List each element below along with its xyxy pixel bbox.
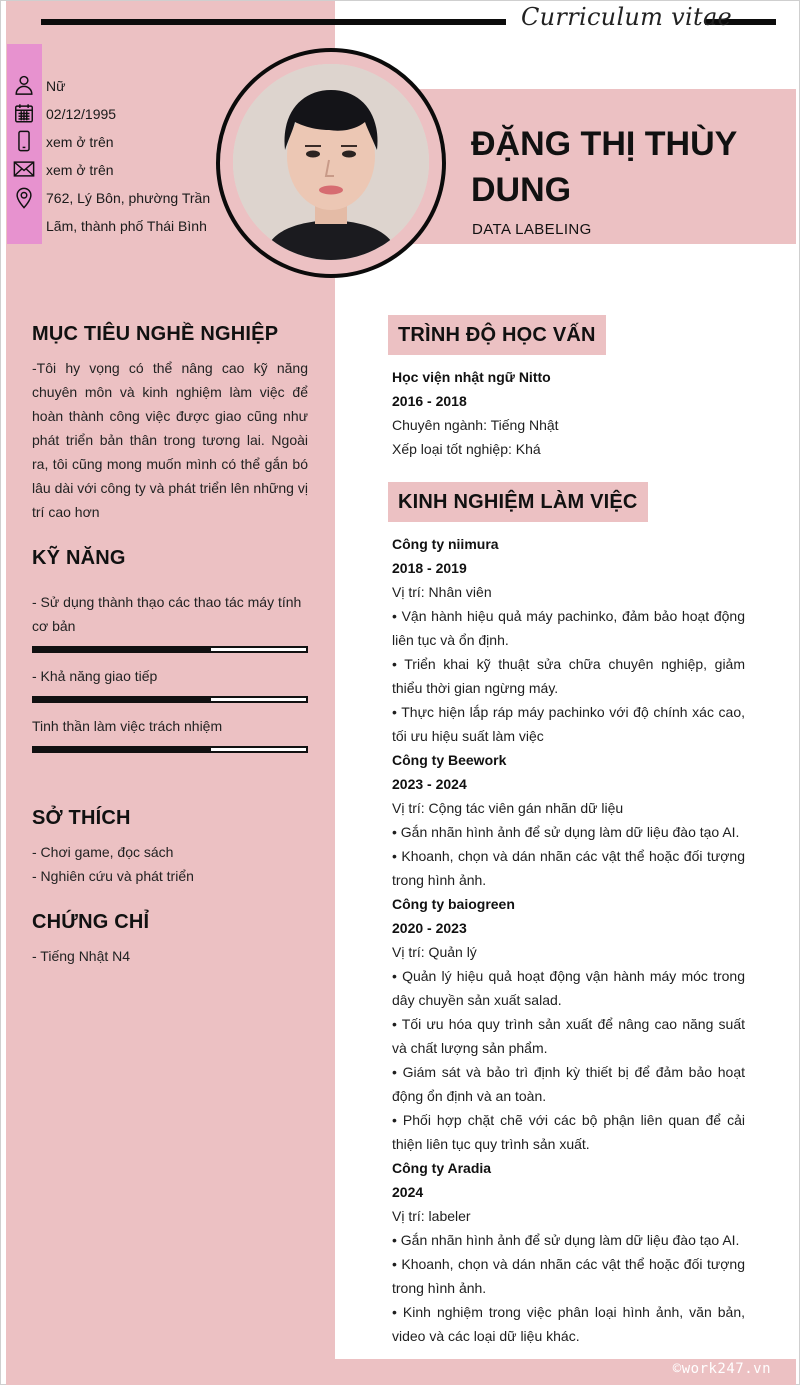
skill-bar-2: [32, 696, 308, 703]
skill-bar-3: [32, 746, 308, 753]
job-bullet: • Kinh nghiệm trong việc phân loại hình ảnh, văn bản, video và các loại dữ liệu khác.: [392, 1304, 745, 1344]
job-bullet: • Thực hiện lắp ráp máy pachinko với độ chính xác cao, tối ưu hiệu suất làm việc: [392, 704, 745, 744]
job-bullet: • Quản lý hiệu quả hoạt động vận hành máy móc trong dây chuyền sản xuất salad.: [392, 968, 745, 1008]
skill-item-3: Tinh thần làm việc trách nhiệm: [32, 718, 223, 734]
skill-bar-1: [32, 646, 308, 653]
job-role: Vị trí: Quản lý: [392, 944, 477, 960]
job-years: 2018 - 2019: [392, 560, 467, 576]
experience-title: KINH NGHIỆM LÀM VIỆC: [388, 482, 648, 522]
job-bullet: • Triển khai kỹ thuật sửa chữa chuyên nghiệp, giảm thiểu thời gian ngừng máy.: [392, 656, 745, 696]
name-line-2: DUNG: [471, 171, 572, 209]
contact-gender: [13, 74, 35, 96]
header-rule-left: [41, 19, 506, 25]
job-bullet: • Khoanh, chọn và dán nhãn các vật thể hoặc đối tượng trong hình ảnh.: [392, 848, 745, 888]
education-school: Học viện nhật ngữ Nitto: [392, 369, 551, 385]
education-block: [392, 365, 745, 461]
education-major: Chuyên ngành: Tiếng Nhật: [392, 417, 559, 433]
job-company: Công ty baiogreen: [392, 896, 515, 912]
job-company: Công ty niimura: [392, 536, 499, 552]
job-company: Công ty Beework: [392, 752, 507, 768]
phone-text: xem ở trên: [46, 134, 114, 150]
hobby-item: - Nghiên cứu và phát triển: [32, 868, 194, 884]
job-bullet: • Vận hành hiệu quả máy pachinko, đảm bảo hoạt động liên tục và ổn định.: [392, 608, 745, 648]
education-years: 2016 - 2018: [392, 393, 467, 409]
job-bullet: • Gắn nhãn hình ảnh để sử dụng làm dữ liệu đào tạo AI.: [392, 824, 740, 840]
gender-text: Nữ: [46, 78, 66, 94]
job-bullet: • Giám sát và bảo trì định kỳ thiết bị để đảm bảo hoạt động ổn định và an toàn.: [392, 1064, 745, 1104]
skills-title: KỸ NĂNG: [32, 547, 126, 569]
location-pin-icon: [13, 187, 35, 209]
contact-birthdate: [13, 102, 35, 124]
education-grade: Xếp loại tốt nghiệp: Khá: [392, 441, 541, 457]
skill-bar-2-fill: [34, 698, 211, 701]
objective-title: MỤC TIÊU NGHỀ NGHIỆP: [32, 323, 279, 345]
contact-phone: [13, 130, 35, 152]
job-title: DATA LABELING: [472, 221, 592, 238]
job-bullet: • Gắn nhãn hình ảnh để sử dụng làm dữ liệu đào tạo AI.: [392, 1232, 740, 1248]
job-role: Vị trí: labeler: [392, 1208, 471, 1224]
job-bullet: • Phối hợp chặt chẽ với các bộ phận liên quan để cải thiện liên tục quy trình sản xuất.: [392, 1112, 745, 1152]
job-role: Vị trí: Cộng tác viên gán nhãn dữ liệu: [392, 800, 624, 816]
job-bullet: • Tối ưu hóa quy trình sản xuất để nâng cao năng suất và chất lượng sản phẩm.: [392, 1016, 745, 1056]
address-line-2: Lãm, thành phố Thái Bình: [46, 218, 207, 234]
hobbies-list: [32, 840, 194, 888]
email-text: xem ở trên: [46, 162, 114, 178]
contact-email: [13, 158, 35, 180]
person-icon: [13, 74, 35, 96]
job-company: Công ty Aradia: [392, 1160, 492, 1176]
job-role: Vị trí: Nhân viên: [392, 584, 492, 600]
contact-address: [13, 187, 35, 209]
hobby-item: - Chơi game, đọc sách: [32, 844, 174, 860]
job-years: 2023 - 2024: [392, 776, 467, 792]
experience-block: [392, 532, 745, 1348]
calendar-icon: [13, 102, 35, 124]
watermark: ©work247.vn: [672, 1361, 771, 1377]
envelope-icon: [13, 158, 35, 180]
certificates-list: [32, 944, 130, 968]
hobbies-title: SỞ THÍCH: [32, 807, 131, 829]
birthdate-text: 02/12/1995: [46, 106, 117, 122]
skill-item-2: - Khả năng giao tiếp: [32, 668, 158, 684]
job-years: 2020 - 2023: [392, 920, 467, 936]
skill-bar-3-fill: [34, 748, 211, 751]
skill-item-1: - Sử dụng thành thạo các thao tác máy tính cơ bản: [32, 594, 302, 634]
certificate-item: - Tiếng Nhật N4: [32, 948, 131, 964]
education-title: TRÌNH ĐỘ HỌC VẤN: [388, 315, 606, 355]
skill-bar-1-fill: [34, 648, 211, 651]
job-years: 2024: [392, 1184, 424, 1200]
objective-text: -Tôi hy vọng có thể nâng cao kỹ năng chuyên môn và kinh nghiệm làm việc để hoàn thành công việc được giao cũng như phát triển bản thân trong tương lai. Ngoài ra, tôi cũng mong muốn mình có thể gắn bó lâu dài với công ty và phát triển lên những vị trí cao hơn: [32, 360, 308, 520]
certificates-title: CHỨNG CHỈ: [32, 911, 150, 933]
address-line-1: 762, Lý Bôn, phường Trần: [46, 190, 211, 206]
name-line-1: ĐẶNG THỊ THÙY: [471, 125, 738, 163]
candidate-name: [471, 121, 791, 213]
cv-title: Curriculum vitae: [521, 3, 733, 31]
job-bullet: • Khoanh, chọn và dán nhãn các vật thể hoặc đối tượng trong hình ảnh.: [392, 1256, 745, 1296]
profile-photo: [233, 64, 429, 260]
phone-icon: [13, 130, 35, 152]
